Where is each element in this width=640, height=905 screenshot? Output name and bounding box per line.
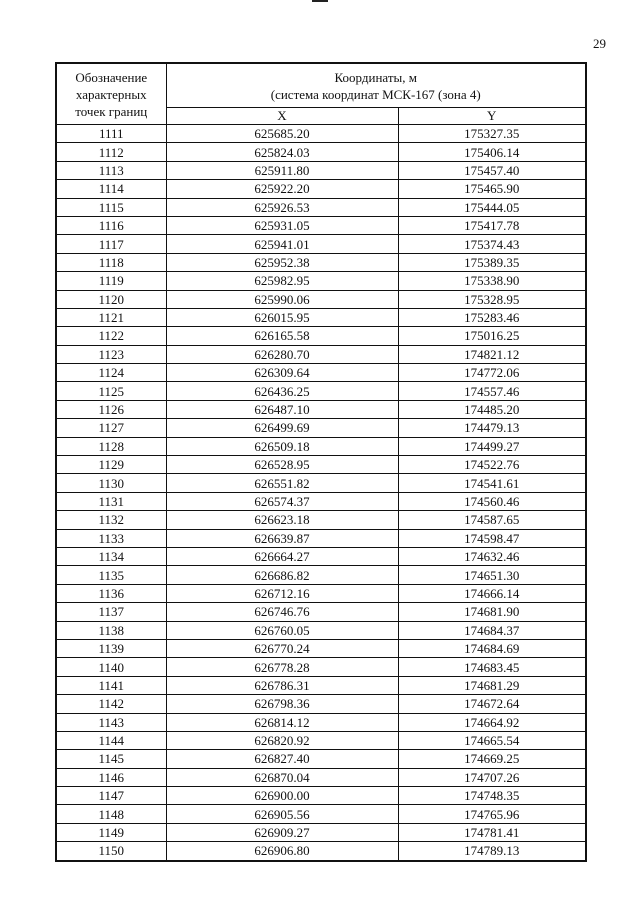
- table-row: [56, 216, 586, 234]
- table-row: [56, 842, 586, 861]
- x-coordinate-cell: 626280.70: [166, 345, 398, 363]
- x-coordinate-cell: 625824.03: [166, 143, 398, 161]
- point-id-cell: 1136: [56, 584, 166, 602]
- designation-header-line: характерных: [75, 86, 147, 102]
- y-coordinate-cell: 175444.05: [398, 198, 586, 216]
- y-coordinate-cell: 175374.43: [398, 235, 586, 253]
- page-number: 29: [593, 36, 606, 51]
- point-id-cell: 1135: [56, 566, 166, 584]
- x-coordinate-cell: 625952.38: [166, 253, 398, 271]
- designation-header-line: Обозначение: [75, 69, 148, 85]
- x-coordinate-cell: 626165.58: [166, 327, 398, 345]
- x-coordinate-cell: 626760.05: [166, 621, 398, 639]
- y-coordinate-cell: 174821.12: [398, 345, 586, 363]
- point-id-cell: 1138: [56, 621, 166, 639]
- x-coordinate-cell: 625982.95: [166, 272, 398, 290]
- designation-header-line: точек границ: [75, 103, 148, 119]
- x-coordinate-cell: 626528.95: [166, 456, 398, 474]
- y-coordinate-cell: 174707.26: [398, 768, 586, 786]
- table-row: [56, 731, 586, 749]
- point-id-cell: 1140: [56, 658, 166, 676]
- y-coordinate-cell: 175283.46: [398, 308, 586, 326]
- table-row: [56, 713, 586, 731]
- point-id-cell: 1118: [56, 253, 166, 271]
- point-id-cell: 1130: [56, 474, 166, 492]
- x-coordinate-cell: 625926.53: [166, 198, 398, 216]
- point-id-cell: 1147: [56, 787, 166, 805]
- designation-header: [56, 63, 166, 125]
- x-coordinate-cell: 625922.20: [166, 180, 398, 198]
- table-row: [56, 253, 586, 271]
- x-coordinate-cell: 626786.31: [166, 676, 398, 694]
- y-coordinate-cell: 175465.90: [398, 180, 586, 198]
- y-coordinate-cell: 174684.37: [398, 621, 586, 639]
- table-row: [56, 308, 586, 326]
- x-coordinate-cell: 626015.95: [166, 308, 398, 326]
- coordinates-header-system: (система координат МСК-167 (зона 4): [270, 86, 481, 102]
- x-coordinate-cell: 626309.64: [166, 364, 398, 382]
- y-coordinate-cell: 174522.76: [398, 456, 586, 474]
- y-coordinate-cell: 174479.13: [398, 419, 586, 437]
- y-coordinate-cell: 175327.35: [398, 125, 586, 143]
- table-row: [56, 492, 586, 510]
- table-row: [56, 823, 586, 841]
- y-coordinate-cell: 174748.35: [398, 787, 586, 805]
- x-column-header: X: [166, 108, 398, 125]
- y-coordinate-cell: 175417.78: [398, 216, 586, 234]
- point-id-cell: 1124: [56, 364, 166, 382]
- table-row: [56, 547, 586, 565]
- y-coordinate-cell: 174485.20: [398, 400, 586, 418]
- y-coordinate-cell: 174560.46: [398, 492, 586, 510]
- x-coordinate-cell: 626909.27: [166, 823, 398, 841]
- x-coordinate-cell: 626686.82: [166, 566, 398, 584]
- y-coordinate-cell: 175389.35: [398, 253, 586, 271]
- point-id-cell: 1120: [56, 290, 166, 308]
- table-row: [56, 529, 586, 547]
- y-coordinate-cell: 174765.96: [398, 805, 586, 823]
- table-row: [56, 621, 586, 639]
- point-id-cell: 1114: [56, 180, 166, 198]
- header-row-main: [56, 63, 586, 108]
- y-coordinate-cell: 174789.13: [398, 842, 586, 861]
- x-coordinate-cell: 625941.01: [166, 235, 398, 253]
- x-coordinate-cell: 626778.28: [166, 658, 398, 676]
- coordinates-header-title: Координаты, м: [334, 69, 417, 85]
- table-row: [56, 787, 586, 805]
- x-coordinate-cell: 626820.92: [166, 731, 398, 749]
- table-row: [56, 511, 586, 529]
- table-row: [56, 584, 586, 602]
- table-row: [56, 400, 586, 418]
- point-id-cell: 1148: [56, 805, 166, 823]
- x-coordinate-cell: 626487.10: [166, 400, 398, 418]
- point-id-cell: 1134: [56, 547, 166, 565]
- point-id-cell: 1123: [56, 345, 166, 363]
- y-coordinate-cell: 175328.95: [398, 290, 586, 308]
- point-id-cell: 1139: [56, 639, 166, 657]
- y-coordinate-cell: 174541.61: [398, 474, 586, 492]
- x-coordinate-cell: 626906.80: [166, 842, 398, 861]
- table-row: [56, 768, 586, 786]
- x-coordinate-cell: 626905.56: [166, 805, 398, 823]
- point-id-cell: 1115: [56, 198, 166, 216]
- y-coordinate-cell: 174499.27: [398, 437, 586, 455]
- y-coordinate-cell: 175406.14: [398, 143, 586, 161]
- point-id-cell: 1121: [56, 308, 166, 326]
- y-coordinate-cell: 174681.90: [398, 603, 586, 621]
- point-id-cell: 1150: [56, 842, 166, 861]
- table-row: [56, 805, 586, 823]
- x-coordinate-cell: 626499.69: [166, 419, 398, 437]
- point-id-cell: 1143: [56, 713, 166, 731]
- x-coordinate-cell: 625990.06: [166, 290, 398, 308]
- table-row: [56, 382, 586, 400]
- point-id-cell: 1142: [56, 695, 166, 713]
- table-row: [56, 639, 586, 657]
- x-coordinate-cell: 626664.27: [166, 547, 398, 565]
- table-body: [56, 125, 586, 861]
- table-row: [56, 180, 586, 198]
- x-coordinate-cell: 626827.40: [166, 750, 398, 768]
- y-coordinate-cell: 174684.69: [398, 639, 586, 657]
- table-row: [56, 345, 586, 363]
- x-coordinate-cell: 626814.12: [166, 713, 398, 731]
- x-coordinate-cell: 626770.24: [166, 639, 398, 657]
- table-header: [56, 63, 586, 125]
- table-row: [56, 327, 586, 345]
- y-coordinate-cell: 174681.29: [398, 676, 586, 694]
- y-coordinate-cell: 174781.41: [398, 823, 586, 841]
- table-row: [56, 676, 586, 694]
- table-row: [56, 161, 586, 179]
- top-edge-mark: [312, 0, 328, 2]
- point-id-cell: 1111: [56, 125, 166, 143]
- point-id-cell: 1112: [56, 143, 166, 161]
- x-coordinate-cell: 626798.36: [166, 695, 398, 713]
- y-coordinate-cell: 174664.92: [398, 713, 586, 731]
- table-row: [56, 750, 586, 768]
- point-id-cell: 1126: [56, 400, 166, 418]
- y-coordinate-cell: 175016.25: [398, 327, 586, 345]
- point-id-cell: 1117: [56, 235, 166, 253]
- point-id-cell: 1133: [56, 529, 166, 547]
- x-coordinate-cell: 626639.87: [166, 529, 398, 547]
- y-coordinate-cell: 174587.65: [398, 511, 586, 529]
- table-row: [56, 143, 586, 161]
- y-coordinate-cell: 175338.90: [398, 272, 586, 290]
- table-row: [56, 474, 586, 492]
- point-id-cell: 1146: [56, 768, 166, 786]
- point-id-cell: 1149: [56, 823, 166, 841]
- point-id-cell: 1129: [56, 456, 166, 474]
- point-id-cell: 1144: [56, 731, 166, 749]
- y-coordinate-cell: 175457.40: [398, 161, 586, 179]
- x-coordinate-cell: 626712.16: [166, 584, 398, 602]
- x-coordinate-cell: 626509.18: [166, 437, 398, 455]
- y-column-header: Y: [398, 108, 586, 125]
- x-coordinate-cell: 626574.37: [166, 492, 398, 510]
- point-id-cell: 1131: [56, 492, 166, 510]
- point-id-cell: 1145: [56, 750, 166, 768]
- point-id-cell: 1116: [56, 216, 166, 234]
- table-row: [56, 198, 586, 216]
- y-coordinate-cell: 174672.64: [398, 695, 586, 713]
- table-row: [56, 456, 586, 474]
- y-coordinate-cell: 174666.14: [398, 584, 586, 602]
- point-id-cell: 1122: [56, 327, 166, 345]
- table-row: [56, 658, 586, 676]
- point-id-cell: 1127: [56, 419, 166, 437]
- x-coordinate-cell: 625931.05: [166, 216, 398, 234]
- point-id-cell: 1113: [56, 161, 166, 179]
- table-row: [56, 364, 586, 382]
- x-coordinate-cell: 626623.18: [166, 511, 398, 529]
- table-row: [56, 437, 586, 455]
- y-coordinate-cell: 174772.06: [398, 364, 586, 382]
- x-coordinate-cell: 626436.25: [166, 382, 398, 400]
- x-coordinate-cell: 626551.82: [166, 474, 398, 492]
- table-row: [56, 695, 586, 713]
- table-row: [56, 603, 586, 621]
- point-id-cell: 1137: [56, 603, 166, 621]
- y-coordinate-cell: 174557.46: [398, 382, 586, 400]
- x-coordinate-cell: 626870.04: [166, 768, 398, 786]
- x-coordinate-cell: 626746.76: [166, 603, 398, 621]
- table-row: [56, 272, 586, 290]
- coordinates-header: [166, 63, 586, 108]
- point-id-cell: 1141: [56, 676, 166, 694]
- table-row: [56, 419, 586, 437]
- point-id-cell: 1132: [56, 511, 166, 529]
- y-coordinate-cell: 174651.30: [398, 566, 586, 584]
- point-id-cell: 1119: [56, 272, 166, 290]
- x-coordinate-cell: 625911.80: [166, 161, 398, 179]
- x-coordinate-cell: 625685.20: [166, 125, 398, 143]
- y-coordinate-cell: 174598.47: [398, 529, 586, 547]
- coordinates-table: [55, 62, 587, 862]
- table-row: [56, 290, 586, 308]
- y-coordinate-cell: 174632.46: [398, 547, 586, 565]
- y-coordinate-cell: 174683.45: [398, 658, 586, 676]
- y-coordinate-cell: 174665.54: [398, 731, 586, 749]
- table-row: [56, 235, 586, 253]
- point-id-cell: 1125: [56, 382, 166, 400]
- table-row: [56, 125, 586, 143]
- table-row: [56, 566, 586, 584]
- y-coordinate-cell: 174669.25: [398, 750, 586, 768]
- point-id-cell: 1128: [56, 437, 166, 455]
- x-coordinate-cell: 626900.00: [166, 787, 398, 805]
